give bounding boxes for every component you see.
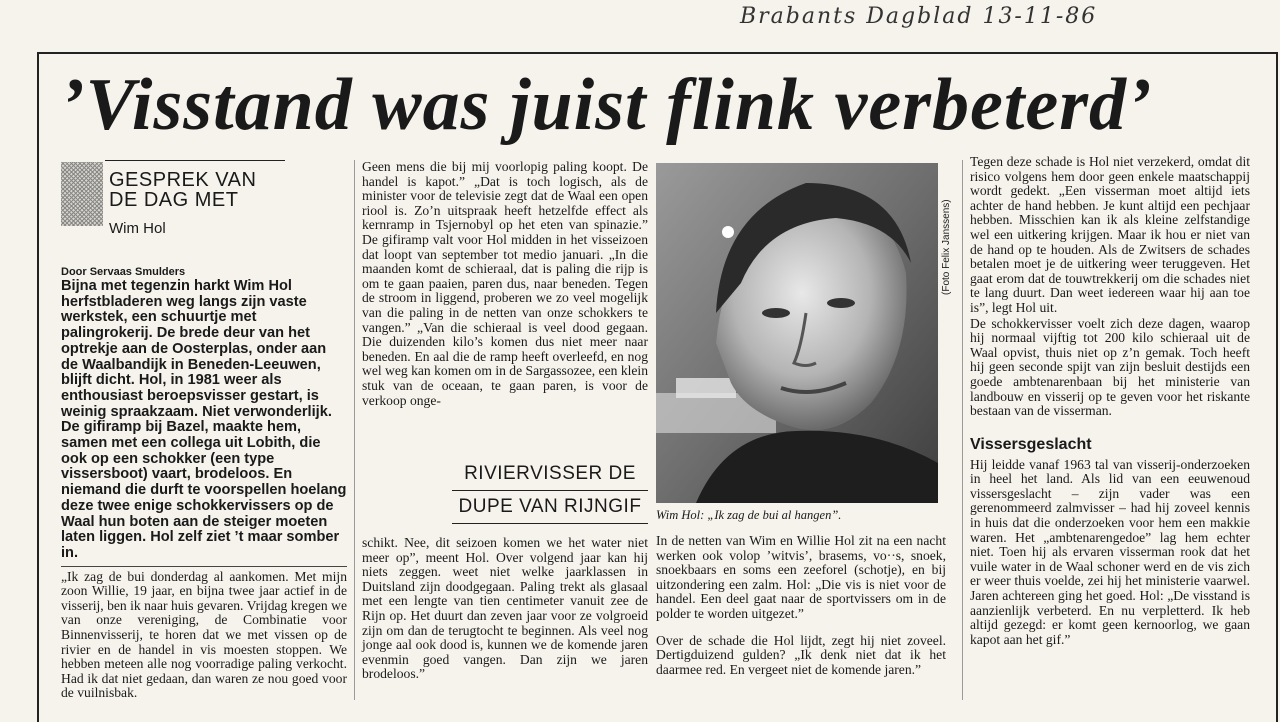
column-3-body-1: In de netten van Wim en Willie Hol zit na een nacht werken ook volop ’witvis’, brasems, vo··s, snoek, snoekbaars en soms een zeeforel (schotje), en bij uitzondering een zalm. Hol: „Die vis is niet voor de handel. Een deel gaat naar de sportvissers om in de polder te worden uitgezet.” [656, 533, 946, 621]
column-rule-3 [962, 160, 963, 700]
column-2-bottom-body: schikt. Nee, dit seizoen komen we het water niet meer op”, meent Hol. Over volgend jaar kan hij niets zeggen. weet niet welke jaarklassen in Duitsland zijn doodgegaan. Paling trekt als glasaal met een lengte van tien centimeter vanuit zee de Rijn op. Het duurt dan zeven jaar voor ze volgroeid zijn om dan de terugtocht te beginnen. Als veel nog jonge aal ook dood is, kunnen we de komende jaren evenmin goed vangen. Dan zijn we jaren brodeloos.” [362, 535, 648, 682]
column-2-top [362, 160, 648, 408]
kicker-line-1: GESPREK VAN [109, 169, 257, 191]
column-1 [61, 266, 347, 701]
headline: ’Visstand was juist flink verbeterd’ [60, 64, 1153, 146]
portrait-illustration [656, 163, 938, 503]
kicker-line-2: DE DAG MET [109, 189, 239, 211]
handwritten-source-date: Brabants Dagblad 13-11-86 [740, 4, 1098, 29]
column-rule-1 [354, 160, 355, 700]
kicker-title [109, 170, 256, 210]
column-3-body-2: Over de schade die Hol lijdt, zegt hij niet zoveel. Dertigduizend gulden? „Ik denk niet dat ik het daarmee red. En vergeet niet de komende jaren.” [656, 632, 946, 677]
lead-divider [61, 566, 347, 567]
photo-credit: (Foto Felix Janssens) [941, 199, 952, 295]
column-4-body-3: Hij leidde vanaf 1963 tal van visserij-onderzoeken in heel het land. Als lid van een eeuwenoud vissersgeslacht – zijn vader was een gerenommeerd zalmvisser – had hij zoveel kennis in huis dat die onderzoeken voor hem een makkie waren. Het „ambtenarengedoe” lag hem echter niet. Toen hij als ervaren visserman rook dat het vuile water in de Waal schoner werd en de vis zich er weer thuis voelde, zei hij het ministerie vaarwel. Jaren achtereen ging het goed. Hol: „De visstand is aanzienlijk verbeterd. En nu verpletterd. Ik heb altijd gezegd: er komt geen kernoorlog, we gaan kapot aan het gif.” [970, 456, 1250, 647]
subheading [452, 458, 648, 524]
photo-caption: Wim Hol: „Ik zag de bui al hangen”. [656, 508, 842, 522]
kicker-rule [105, 160, 285, 161]
subheading-line-1: RIVIERVISSER DE [452, 458, 648, 491]
column-2-bottom [362, 536, 648, 682]
lead-paragraph: Bijna met tegenzin harkt Wim Hol herfstbladeren weg langs zijn vaste werkstek, een schuurtje met palingrokerij. De brede deur van het optrekje aan de Oosterplas, onder aan de Waalbandijk in Beneden-Leeuwen, blijft dicht. Hol, in 1981 weer als enthousiast beroepsvisser gestart, is weinig spraakzaam. Niet verwonderlijk. De gifiramp bij Bazel, maakte hem, samen met een collega uit Lobith, die ook op een schokker (een type vissersboot) vaart, brodeloos. En niemand die durft te voorspellen hoelang deze twee enige schokkervissers op de Waal hun boten aan de steiger moeten laten liggen. Hol zelf ziet ’t maar somber in. [61, 278, 347, 561]
kicker-name: Wim Hol [109, 220, 166, 237]
portrait-photo [656, 163, 938, 503]
column-2-top-body: Geen mens die bij mij voorlopig paling koopt. De handel is kapot.” „Dat is toch logisch, als de minister voor de televisie zegt dat de Waal een open riool is. Zo’n uitspraak heeft hetzelfde effect als kernramp in Tsjernobyl op het eten van spinazie.” De gifiramp valt voor Hol midden in het visseizoen dat loopt van september tot medio januari. „In die maanden komt de schieraal, dat is paling die rijp is om te gaan paaien, paren dus, naar beneden. Tegen de stroom in liggend, proberen we zo veel mogelijk van die paling in de netten van onze schokkers te vangen.” „Van die schieraal is veel dood gegaan. Die duizenden kilo’s komen dus niet meer naar beneden. En aal die de ramp heeft overleefd, en nog wel weg kan komen om in de Sargassozee, een klein stuk van de oceaan, te gaan paren, is voor de verkoop onge- [362, 159, 648, 408]
column-4-body-1: Tegen deze schade is Hol niet verzekerd, omdat dit risico volgens hem door geen enkele maatschappij wordt gedekt. „Een visserman moet altijd iets achter de hand hebben. Je kunt altijd een pechjaar hebben. Misschien kan ik als kleine zelfstandige wel een uitkering krijgen. Maar ik hou er niet van de hand op te houden. Als de Zwitsers de schades betalen moet je de uitkering weer teruggeven. Het gaat erom dat de touwtrekkerij om die schades niet te lang duurt. Dan weet iedereen waar hij aan toe is”, legt Hol uit. [970, 154, 1250, 315]
column-1-body: „Ik zag de bui donderdag al aankomen. Met mijn zoon Willie, 19 jaar, en bijna twee jaar actief in de visserij, ben ik naar huis gevaren. Vrijdag kregen we van onze vereniging, de Combinatie voor Binnenvisserij, te horen dat we met vissen op de rivier en de handel in vis moesten stoppen. We hebben meteen alle nog voorradige paling verkocht. Had ik dat niet gedaan, dan waren ze nou goed voor de vuilnisbak. [61, 568, 347, 701]
subheading-line-2: DUPE VAN RIJNGIF [452, 491, 648, 524]
column-4-body-2: De schokkervisser voelt zich deze dagen, waarop hij normaal vijftig tot 200 kilo schieraal uit de Waal opvist, thuis niet op z’n gemak. Toch heeft hij geen seconde spijt van zijn besluit destijds een goede ambtenarenbaan bij het ministerie van landbouw en visserij op te geven voor het riskante bestaan van de visserman. [970, 315, 1250, 419]
column-4 [970, 155, 1250, 647]
section-heading: Vissersgeslacht [970, 435, 1092, 453]
column-3 [656, 534, 946, 677]
kicker-screen-box [61, 162, 103, 226]
byline: Door Servaas Smulders [61, 266, 186, 278]
